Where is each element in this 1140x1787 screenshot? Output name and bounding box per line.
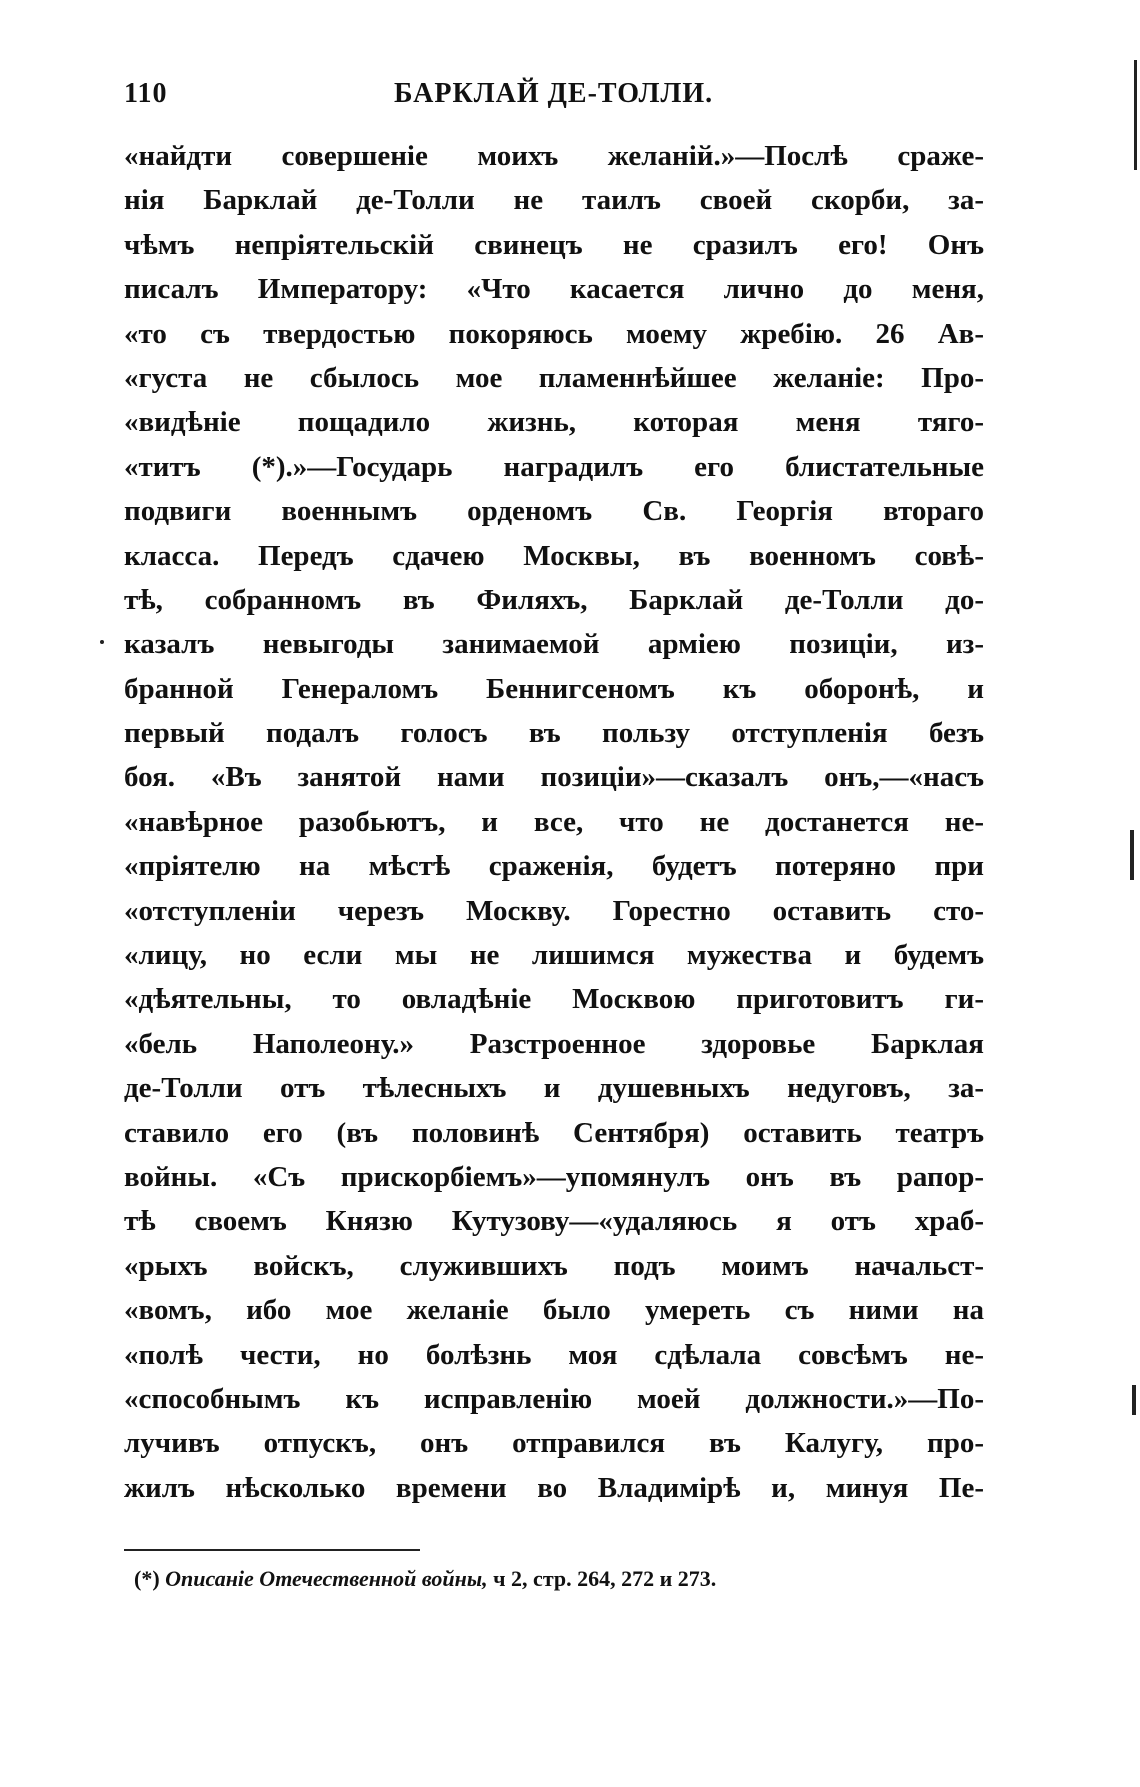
text-line: «титъ (*).»—Государь наградилъ его блистательные [124,450,984,483]
text-line: первый подалъ голосъ въ пользу отступленія безъ [124,717,984,750]
text-line: «полѣ чести, но болѣзнь моя сдѣлала совсѣмъ не- [124,1338,984,1371]
body-text [124,134,984,1510]
footnote-rule [124,1549,420,1551]
text-line: ставило его (въ половинѣ Сентября) оставить театръ [124,1116,984,1149]
text-line: «способнымъ къ исправленію моей должности.»—По- [124,1382,984,1415]
footnote-title: Описаніе Отечественной войны, [165,1566,488,1591]
text-line: тѣ, собранномъ въ Филяхъ, Барклай де-Толли до- [124,583,984,616]
text-line: казалъ невыгоды занимаемой арміею позиціи, из- [124,628,984,661]
text-line: чѣмъ непріятельскій свинецъ не сразилъ его! Онъ [124,228,984,261]
footnote-marker: (*) [134,1566,160,1591]
text-line: «вомъ, ибо мое желаніе было умереть съ ними на [124,1294,984,1327]
text-line: «пріятелю на мѣстѣ сраженія, будетъ потеряно при [124,850,984,883]
scan-mark [1130,830,1134,880]
text-line: подвиги военнымъ орденомъ Св. Георгія втораго [124,495,984,528]
footnote [134,1566,984,1592]
text-line: жилъ нѣсколько времени во Владимірѣ и, минуя Пе- [124,1471,984,1504]
text-line: войны. «Съ прискорбіемъ»—упомянулъ онъ въ рапор- [124,1160,984,1193]
text-line: лучивъ отпускъ, онъ отправился въ Калугу, про- [124,1427,984,1460]
text-line: «отступленіи черезъ Москву. Горестно оставить сто- [124,894,984,927]
page-header [124,78,984,118]
text-line: тѣ своемъ Князю Кутузову—«удаляюсь я отъ храб- [124,1205,984,1238]
text-line: «то съ твердостью покоряюсь моему жребію. 26 Ав- [124,317,984,350]
text-line: де-Толли отъ тѣлесныхъ и душевныхъ недуговъ, за- [124,1072,984,1105]
text-line: бранной Генераломъ Беннигсеномъ къ оборонѣ, и [124,672,984,705]
text-line: «найдти совершеніе моихъ желаній.»—Послѣ сраже- [124,140,984,172]
scan-mark [100,640,104,644]
text-line: «бель Наполеону.» Разстроенное здоровье Барклая [124,1027,984,1060]
text-line: «видѣніе пощадило жизнь, которая меня тяго- [124,406,984,439]
scan-mark [1134,60,1137,170]
scan-mark [1132,1385,1136,1415]
text-line: класса. Передъ сдачею Москвы, въ военномъ совѣ- [124,539,984,572]
page-number: 110 [124,78,168,109]
text-line: «навѣрное разобьютъ, и все, что не достанется не- [124,805,984,838]
text-line: «лицу, но если мы не лишимся мужества и будемъ [124,939,984,972]
footnote-reference: ч 2, стр. 264, 272 и 273. [493,1566,717,1591]
text-line: нія Барклай де-Толли не таилъ своей скорби, за- [124,184,984,217]
text-line: «рыхъ войскъ, служившихъ подъ моимъ начальст- [124,1249,984,1282]
running-title: БАРКЛАЙ ДЕ-ТОЛЛИ. [394,78,714,109]
text-line: «дѣятельны, то овладѣніе Москвою приготовитъ ги- [124,983,984,1016]
text-line: «густа не сбылось мое пламеннѣйшее желаніе: Про- [124,361,984,394]
text-line: боя. «Въ занятой нами позиціи»—сказалъ онъ,—«насъ [124,761,984,794]
text-line: писалъ Императору: «Что касается лично до меня, [124,273,984,306]
